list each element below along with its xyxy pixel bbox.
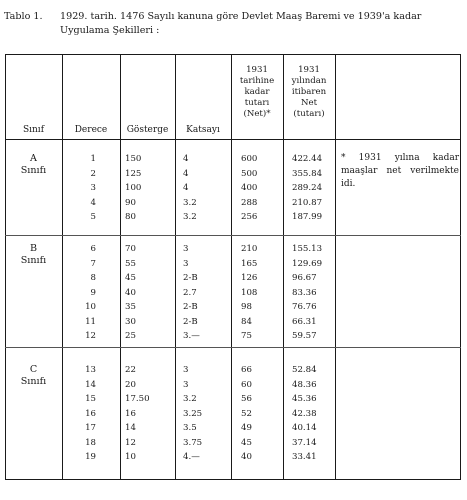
- cell-tarihine: 98: [241, 302, 252, 312]
- cell-tarihine: 84: [241, 316, 252, 327]
- header-line: (tutarı): [293, 109, 325, 119]
- header-line: kadar: [244, 87, 270, 97]
- cell-gosterge: 80: [125, 212, 136, 222]
- cell-katsayi: 2-B: [183, 273, 198, 283]
- cell-derece: 5: [90, 212, 96, 222]
- cell-itibaren: 355.84: [292, 168, 323, 179]
- cell-gosterge: 10: [125, 452, 136, 462]
- cell-katsayi: 3: [183, 365, 189, 375]
- caption-line-2: Uygulama Şekilleri :: [60, 25, 160, 36]
- cell-katsayi: 4.—: [183, 452, 200, 462]
- cell-katsayi: 3.2: [183, 394, 197, 404]
- cell-itibaren: 187.99: [292, 212, 323, 222]
- cell-derece: 16: [85, 408, 96, 419]
- group-a-letter: A: [30, 153, 37, 164]
- table-border-right: [460, 55, 461, 479]
- cell-itibaren: 129.69: [292, 258, 323, 269]
- cell-derece: 10: [85, 302, 96, 312]
- cell-gosterge: 22: [125, 365, 136, 375]
- header-divider: [5, 139, 461, 140]
- footnote: * 1931 yılına kadar maaşlar net verilmekte idi.: [341, 153, 459, 189]
- cell-derece: 19: [85, 452, 96, 462]
- cell-itibaren: 37.14: [292, 437, 317, 448]
- group-a-label: Sınıfı: [20, 165, 47, 176]
- header-line: itibaren: [291, 87, 327, 97]
- cell-derece: 14: [85, 379, 96, 390]
- header-line: Net: [300, 98, 318, 108]
- cell-itibaren: 52.84: [292, 365, 317, 375]
- caption-title: 1929. tarih. 1476 Sayılı kanuna göre Devlet Maaş Baremi ve 1939'a kadar: [60, 11, 422, 22]
- cell-katsayi: 3.5: [183, 423, 197, 433]
- cell-derece: 12: [85, 331, 96, 341]
- cell-tarihine: 256: [241, 212, 258, 222]
- cell-tarihine: 40: [241, 452, 252, 462]
- cell-tarihine: 75: [241, 331, 252, 341]
- cell-derece: 15: [85, 394, 96, 404]
- cell-itibaren: 289.24: [292, 183, 323, 193]
- header-1931-itibaren: [283, 65, 335, 120]
- cell-itibaren: 40.14: [292, 423, 317, 433]
- header-sinif: Sınıf: [22, 125, 45, 135]
- cell-tarihine: 210: [241, 244, 258, 254]
- cell-tarihine: 52: [241, 408, 252, 419]
- cell-katsayi: 3: [183, 379, 189, 390]
- cell-tarihine: 288: [241, 197, 258, 208]
- cell-katsayi: 4: [183, 154, 189, 164]
- cell-katsayi: 3.2: [183, 197, 197, 208]
- header-line: (Net)*: [243, 109, 271, 119]
- group-divider: [5, 347, 461, 348]
- cell-gosterge: 25: [125, 331, 136, 341]
- column-divider: [175, 55, 176, 479]
- header-line: yılından: [291, 76, 327, 86]
- cell-derece: 1: [90, 154, 96, 164]
- cell-katsayi: 2-B: [183, 302, 198, 312]
- cell-gosterge: 35: [125, 302, 136, 312]
- group-divider: [5, 235, 461, 236]
- cell-itibaren: 96.67: [292, 273, 317, 283]
- header-derece: Derece: [74, 125, 108, 135]
- cell-itibaren: 59.57: [292, 331, 317, 341]
- cell-katsayi: 3.75: [183, 437, 203, 448]
- cell-tarihine: 108: [241, 287, 258, 298]
- cell-derece: 4: [90, 197, 96, 208]
- cell-itibaren: 422.44: [292, 154, 323, 164]
- cell-gosterge: 17.50: [125, 394, 150, 404]
- cell-itibaren: 83.36: [292, 287, 317, 298]
- column-divider: [120, 55, 121, 479]
- cell-katsayi: 2.7: [183, 287, 197, 298]
- cell-itibaren: 45.36: [292, 394, 317, 404]
- cell-gosterge: 12: [125, 437, 136, 448]
- group-b-letter: B: [29, 243, 38, 254]
- cell-derece: 8: [90, 273, 96, 283]
- cell-derece: 18: [85, 437, 96, 448]
- cell-gosterge: 70: [125, 244, 136, 254]
- cell-derece: 7: [90, 258, 96, 269]
- cell-gosterge: 45: [125, 273, 136, 283]
- header-line: tarihine: [239, 76, 275, 86]
- cell-katsayi: 3.—: [183, 331, 200, 341]
- cell-gosterge: 16: [125, 408, 136, 419]
- cell-derece: 13: [85, 365, 96, 375]
- cell-gosterge: 20: [125, 379, 136, 390]
- cell-gosterge: 125: [125, 168, 142, 179]
- cell-derece: 2: [90, 168, 96, 179]
- header-gosterge: Gösterge: [126, 125, 169, 135]
- cell-tarihine: 45: [241, 437, 252, 448]
- group-c-label: Sınıfı: [20, 376, 47, 387]
- group-c-letter: C: [29, 364, 38, 375]
- cell-tarihine: 165: [241, 258, 258, 269]
- cell-katsayi: 3.2: [183, 212, 197, 222]
- cell-katsayi: 4: [183, 168, 189, 179]
- cell-gosterge: 30: [125, 316, 136, 327]
- cell-itibaren: 210.87: [292, 197, 323, 208]
- cell-tarihine: 600: [241, 154, 258, 164]
- header-line: 1931: [246, 65, 268, 75]
- cell-tarihine: 400: [241, 183, 258, 193]
- cell-itibaren: 155.13: [292, 244, 323, 254]
- cell-derece: 11: [85, 316, 96, 327]
- cell-itibaren: 48.36: [292, 379, 317, 390]
- cell-derece: 6: [90, 244, 96, 254]
- cell-tarihine: 56: [241, 394, 252, 404]
- cell-derece: 3: [90, 183, 96, 193]
- header-line: tutarı: [244, 98, 270, 108]
- cell-itibaren: 42.38: [292, 408, 317, 419]
- header-katsayi: Katsayı: [186, 125, 220, 135]
- cell-gosterge: 150: [125, 154, 142, 164]
- cell-katsayi: 3: [183, 258, 189, 269]
- column-divider: [335, 55, 336, 479]
- cell-itibaren: 33.41: [292, 452, 317, 462]
- cell-gosterge: 40: [125, 287, 136, 298]
- caption-line-1: [4, 10, 459, 24]
- group-b-label: Sınıfı: [20, 255, 47, 266]
- cell-gosterge: 90: [125, 197, 136, 208]
- cell-tarihine: 500: [241, 168, 258, 179]
- cell-katsayi: 2-B: [183, 316, 198, 327]
- cell-derece: 9: [90, 287, 96, 298]
- cell-derece: 17: [85, 423, 96, 433]
- cell-tarihine: 49: [241, 423, 252, 433]
- cell-tarihine: 126: [241, 273, 258, 283]
- cell-katsayi: 4: [183, 183, 189, 193]
- salary-table: [5, 54, 461, 480]
- header-1931-tarihine: [231, 65, 283, 120]
- cell-tarihine: 66: [241, 365, 252, 375]
- caption-label: Tablo 1.: [4, 11, 43, 22]
- cell-gosterge: 55: [125, 258, 136, 269]
- cell-gosterge: 14: [125, 423, 136, 433]
- cell-tarihine: 60: [241, 379, 252, 390]
- cell-itibaren: 66.31: [292, 316, 317, 327]
- cell-katsayi: 3.25: [183, 408, 203, 419]
- cell-gosterge: 100: [125, 183, 142, 193]
- header-line: 1931: [298, 65, 320, 75]
- table-border-left: [5, 55, 6, 479]
- cell-itibaren: 76.76: [292, 302, 317, 312]
- table-caption: [4, 10, 459, 38]
- cell-katsayi: 3: [183, 244, 189, 254]
